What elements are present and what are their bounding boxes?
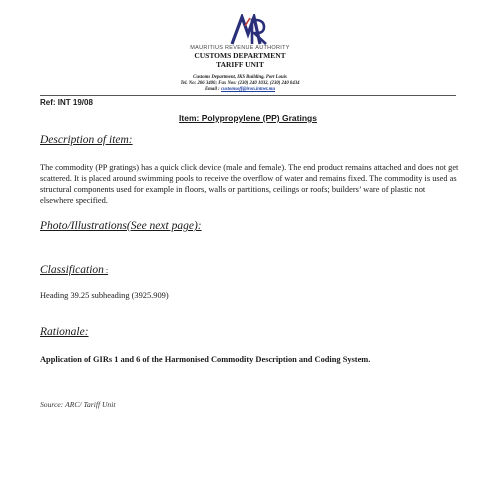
description-heading: Description of item: [40, 134, 133, 146]
classification-heading: Classification [40, 264, 104, 276]
rationale-text: Application of GIRs 1 and 6 of the Harmonised Commodity Description and Coding System. [40, 355, 371, 364]
department-name: CUSTOMS DEPARTMENT [194, 51, 286, 60]
header-divider [40, 95, 456, 96]
item-title: Item: Polypropylene (PP) Gratings [179, 113, 317, 123]
mra-logo-icon [228, 14, 272, 46]
classification-colon: : [103, 266, 109, 275]
department-block [0, 51, 480, 69]
email-label: Email : [204, 87, 220, 92]
photo-heading: Photo/Illustrations(See next page): [40, 220, 202, 232]
classification-heading-wrap [40, 264, 108, 276]
reference-number: Ref: INT 19/08 [40, 98, 93, 107]
phone-fax-line: Tel. No: 206 3400; Fax Nos: (230) 240 1032, (230) 240 0434 [180, 81, 300, 86]
address-line: Customs Department, IKS Building, Port Louis [193, 75, 287, 80]
organization-name: MAURITIUS REVENUE AUTHORITY [190, 45, 290, 51]
rationale-heading: Rationale: [40, 326, 89, 338]
email-link[interactable]: customsoff@iron.intnet.mu [220, 87, 276, 92]
address-block [0, 75, 480, 93]
source-note: Source: ARC/ Tariff Unit [40, 400, 116, 409]
email-line [0, 87, 480, 93]
unit-name: TARIFF UNIT [216, 60, 264, 69]
classification-text: Heading 39.25 subheading (3925.909) [40, 291, 169, 300]
description-text: The commodity (PP gratings) has a quick click device (male and female). The end product remains attached and does not get scattered. It is placed around swimming pools to receive the overflow of water and remains fixed. The commodity is used as structural components used for example in floors, walls or partitions, ceilings or roofs; builders’ ware of plastic not elsewhere specified. [40, 163, 459, 205]
